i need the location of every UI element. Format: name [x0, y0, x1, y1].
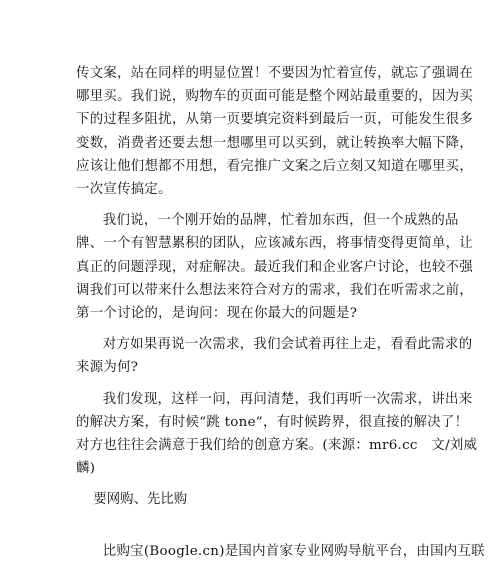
- text-line: 变数，消费者还要去想一想哪里可以买到，就让转换率大幅下降，: [76, 135, 474, 151]
- section-heading: 要网购、先比购: [93, 492, 188, 508]
- text-line: 我们发现，这样一问，再问清楚，我们再听一次需求，讲出来: [102, 391, 473, 407]
- text-line: 传文案，站在同样的明显位置！不要因为忙着宣传，就忘了强调在: [76, 66, 474, 81]
- text-line: 对方如果再说一次需求，我们会试着再往上走，看看此需求的: [102, 337, 473, 353]
- text-line: 麟): [76, 461, 96, 477]
- text-line: 下的过程多阻扰，从第一页要填完资料到最后一页，可能发生很多: [76, 112, 474, 128]
- paragraph-5: [76, 540, 485, 563]
- text-line: 我们说，一个刚开始的品牌，忙着加东西，但一个成熟的品: [102, 213, 459, 229]
- text-line: 哪里买。我们说，购物车的页面可能是整个网站最重要的，因为买: [76, 89, 474, 105]
- text-line: 牌、一个有智慧累积的团队，应该减东西，将事情变得更简单，让: [76, 236, 474, 252]
- text-line: 比购宝(Boogle.cn)是国内首家专业网购导航平台，由国内互联: [102, 544, 485, 559]
- text-line: 第一个讨论的，是询问：现在你最大的问题是?: [76, 306, 358, 322]
- text-line: 对方也往往会满意于我们给的创意方案。(来源：mr6.cc 文/刘威: [76, 438, 478, 454]
- text-line: 应该让他们想都不用想，看完推广文案之后立刻又知道在哪里买，: [76, 158, 474, 174]
- paragraph-4: [76, 388, 478, 481]
- cut-off-paragraph: [76, 540, 485, 570]
- text-line: 调我们可以带来什么想法来符合对方的需求，我们在听需求之前，: [76, 282, 474, 298]
- text-line: 的解决方案，有时候“跳 tone”，有时候跨界，很直接的解决了！: [76, 414, 469, 430]
- paragraph-3: [76, 333, 473, 379]
- document-body: [76, 62, 478, 520]
- text-line: 一次宣传搞定。: [76, 182, 172, 198]
- text-line: 来源为何?: [76, 360, 139, 376]
- paragraph-2: [76, 209, 474, 325]
- paragraph-1: [76, 62, 474, 201]
- text-line: 真正的问题浮现，对症解决。最近我们和企业客户讨论，也较不强: [76, 259, 474, 275]
